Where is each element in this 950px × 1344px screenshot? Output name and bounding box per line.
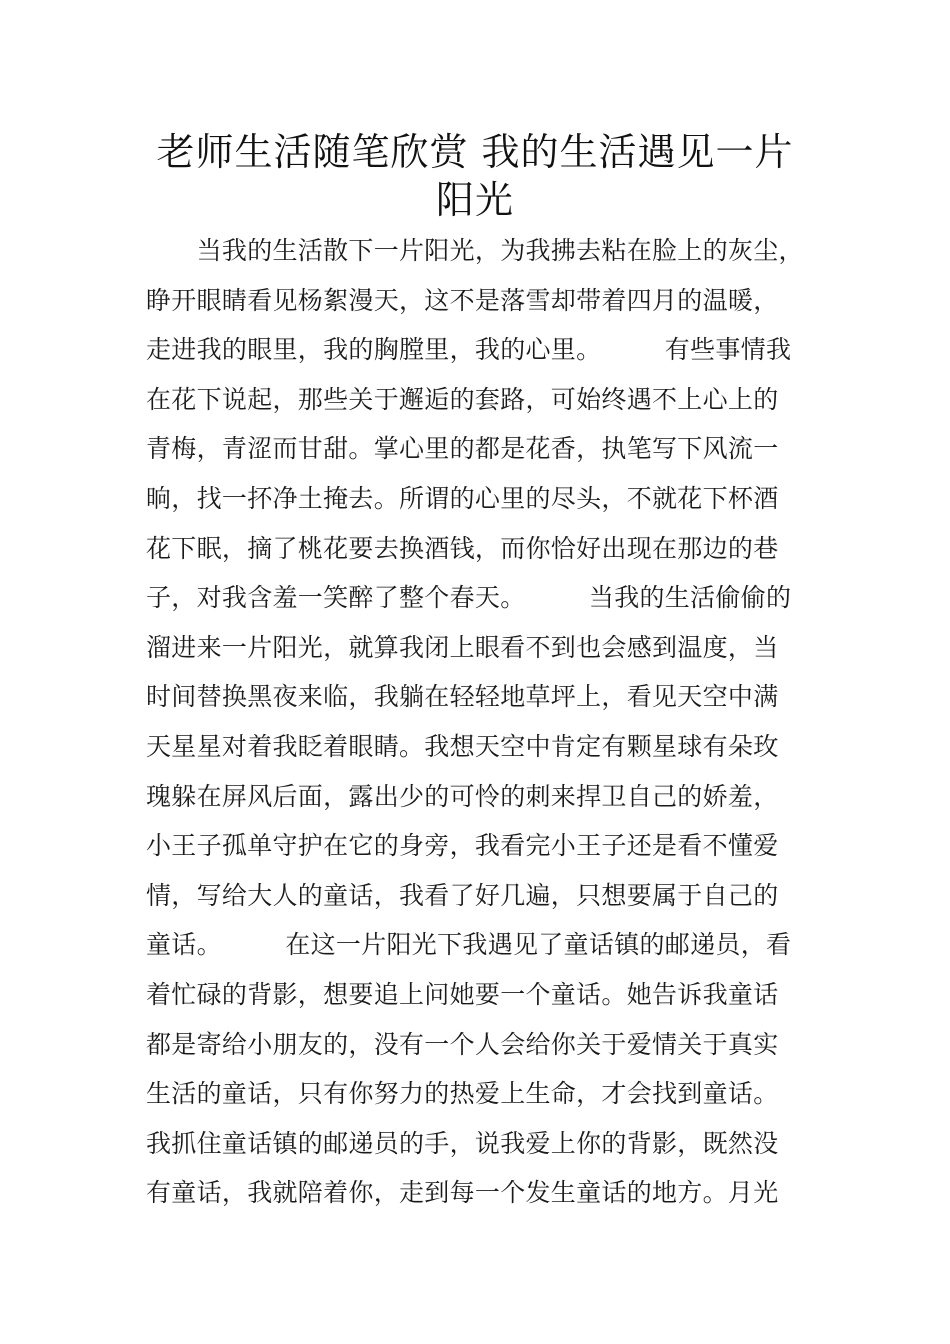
body-line: 瑰躲在屏风后面，露出少的可怜的刺来捍卫自己的娇羞，	[146, 781, 779, 811]
body-line: 青梅，青涩而甘甜。掌心里的都是花香，执笔写下风流一	[146, 434, 779, 464]
body-line: 溜进来一片阳光，就算我闭上眼看不到也会感到温度，当	[146, 632, 779, 662]
body-line: 子，对我含羞一笑醉了整个春天。 当我的生活偷偷的	[146, 583, 792, 613]
body-line: 生活的童话，只有你努力的热爱上生命，才会找到童话。	[146, 1079, 779, 1109]
body-line: 童话。 在这一片阳光下我遇见了童话镇的邮递员，看	[146, 930, 792, 960]
body-line: 在花下说起，那些关于邂逅的套路，可始终遇不上心上的	[146, 384, 779, 414]
document-body	[146, 226, 811, 1218]
body-line: 时间替换黑夜来临，我躺在轻轻地草坪上，看见天空中满	[146, 682, 779, 712]
body-line: 我抓住童话镇的邮递员的手，说我爱上你的背影，既然没	[146, 1128, 779, 1158]
body-line: 情，写给大人的童话，我看了好几遍，只想要属于自己的	[146, 880, 779, 910]
body-line: 当我的生活散下一片阳光，为我拂去粘在脸上的灰尘，	[146, 236, 804, 265]
title-line-2: 阳光	[435, 178, 514, 222]
document-title	[130, 128, 820, 224]
title-line-1: 老师生活随笔欣赏 我的生活遇见一片	[156, 130, 794, 174]
body-line: 晌，找一抔净土掩去。所谓的心里的尽头，不就花下杯酒	[146, 483, 779, 513]
body-line: 都是寄给小朋友的，没有一个人会给你关于爱情关于真实	[146, 1029, 779, 1059]
body-line: 花下眠，摘了桃花要去换酒钱，而你恰好出现在那边的巷	[146, 533, 779, 563]
body-line: 睁开眼睛看见杨絮漫天，这不是落雪却带着四月的温暖，	[146, 285, 779, 315]
body-line: 小王子孤单守护在它的身旁，我看完小王子还是看不懂爱	[146, 831, 779, 861]
body-line: 天星星对着我眨着眼睛。我想天空中肯定有颗星球有朵玫	[146, 731, 779, 761]
body-line: 有童话，我就陪着你，走到每一个发生童话的地方。月光	[146, 1178, 779, 1208]
body-line: 着忙碌的背影，想要追上问她要一个童话。她告诉我童话	[146, 979, 779, 1009]
body-line: 走进我的眼里，我的胸膛里，我的心里。 有些事情我	[146, 335, 792, 365]
